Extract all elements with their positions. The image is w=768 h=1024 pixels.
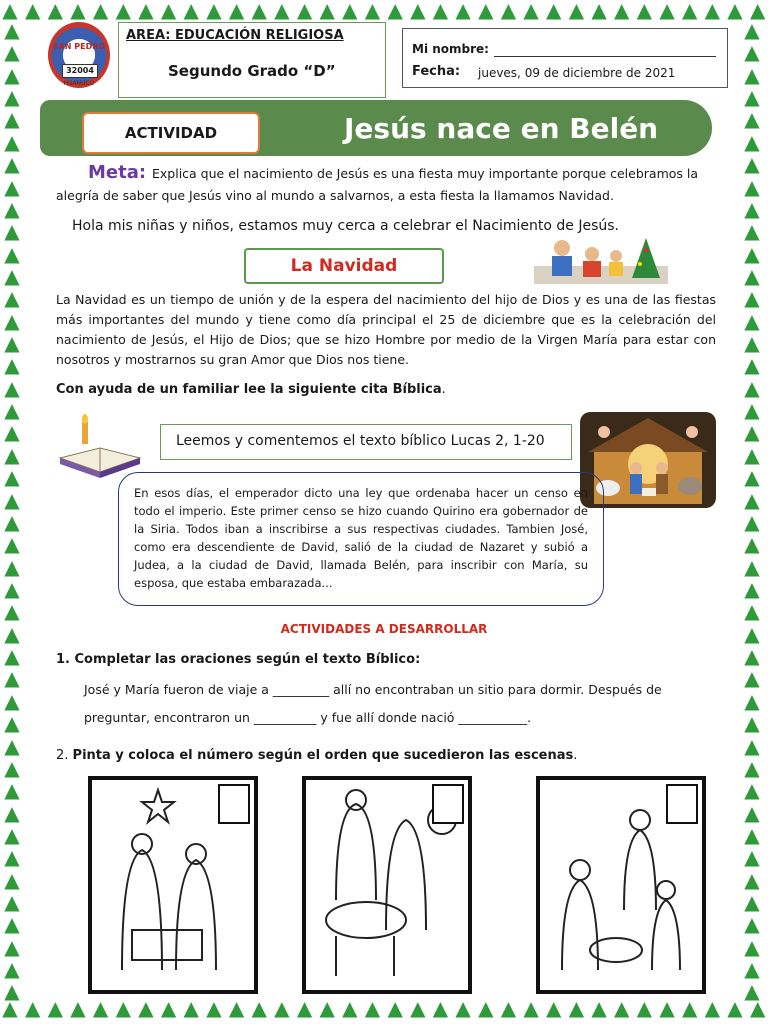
tree-icon: ▲ <box>4 621 20 646</box>
tree-icon: ▲ <box>744 62 760 87</box>
tree-icon: ▲ <box>749 996 766 1020</box>
tree-icon: ▲ <box>387 0 403 22</box>
tree-icon: ▲ <box>2 0 18 22</box>
tree-icon: ▲ <box>744 308 760 333</box>
tree-icon: ▲ <box>4 890 20 915</box>
tree-icon: ▲ <box>681 0 698 22</box>
tree-icon: ▲ <box>4 331 20 356</box>
tree-icon: ▲ <box>636 0 653 22</box>
tree-icon: ▲ <box>659 0 675 22</box>
tree-icon: ▲ <box>228 0 245 22</box>
tree-icon: ▲ <box>478 0 494 22</box>
tree-icon: ▲ <box>410 996 426 1020</box>
tree-icon: ▲ <box>744 532 760 557</box>
tree-icon: ▲ <box>115 0 131 22</box>
tree-icon: ▲ <box>500 0 517 22</box>
page-title: Jesús nace en Belén <box>344 112 659 145</box>
tree-icon: ▲ <box>4 375 20 400</box>
tree-icon: ▲ <box>342 0 358 22</box>
tree-icon: ▲ <box>744 890 760 915</box>
tree-icon: ▲ <box>744 822 760 847</box>
tree-icon: ▲ <box>744 711 760 736</box>
coloring-scene-2[interactable] <box>302 776 472 994</box>
tree-icon: ▲ <box>744 845 760 870</box>
tree-icon: ▲ <box>251 996 267 1020</box>
tree-icon: ▲ <box>4 755 20 780</box>
school-logo <box>48 22 110 88</box>
tree-icon: ▲ <box>92 0 109 22</box>
question-1-line1: José y María fueron de viaje a _________ allí no encontraban un sitio para dormir. Después de <box>84 682 662 697</box>
tree-icon: ▲ <box>744 398 760 423</box>
tree-icon: ▲ <box>546 0 562 22</box>
tree-icon: ▲ <box>4 263 20 288</box>
tree-icon: ▲ <box>4 509 20 534</box>
tree-icon: ▲ <box>455 996 471 1020</box>
tree-icon: ▲ <box>744 755 760 780</box>
tree-icon: ▲ <box>591 0 607 22</box>
tree-icon: ▲ <box>523 0 539 22</box>
question-2 <box>56 748 577 763</box>
tree-icon: ▲ <box>410 0 426 22</box>
tree-icon: ▲ <box>744 599 760 624</box>
tree-icon: ▲ <box>342 996 358 1020</box>
family-illustration <box>534 236 668 286</box>
tree-icon: ▲ <box>251 0 267 22</box>
tree-icon: ▲ <box>744 487 760 512</box>
tree-icon: ▲ <box>744 241 760 266</box>
tree-icon: ▲ <box>70 996 86 1020</box>
tree-icon: ▲ <box>749 0 766 22</box>
tree-icon: ▲ <box>744 174 760 199</box>
tree-icon: ▲ <box>4 867 20 892</box>
tree-icon: ▲ <box>4 152 20 177</box>
area-title: AREA: EDUCACIÓN RELIGIOSA <box>126 28 344 43</box>
tree-icon: ▲ <box>4 107 20 132</box>
tree-icon: ▲ <box>4 554 20 579</box>
tree-icon: ▲ <box>704 0 721 22</box>
tree-icon: ▲ <box>478 996 494 1020</box>
tree-icon: ▲ <box>160 0 177 22</box>
tree-icon: ▲ <box>4 666 20 691</box>
tree-icon: ▲ <box>744 420 760 445</box>
school-logo-number: 32004 <box>62 64 98 78</box>
tree-icon: ▲ <box>744 465 760 490</box>
tree-icon: ▲ <box>4 353 20 378</box>
tree-icon: ▲ <box>24 996 41 1020</box>
tree-icon: ▲ <box>744 666 760 691</box>
tree-icon: ▲ <box>4 40 20 65</box>
tree-icon: ▲ <box>744 353 760 378</box>
tree-icon: ▲ <box>614 996 630 1020</box>
question-2-number: 2. <box>56 748 69 763</box>
name-input-line[interactable] <box>494 56 716 57</box>
question-2-text: Pinta y coloca el número según el orden que sucedieron las escenas <box>72 748 574 763</box>
tree-icon: ▲ <box>744 263 760 288</box>
tree-icon: ▲ <box>432 996 449 1020</box>
date-label: Fecha: <box>412 64 461 79</box>
tree-icon: ▲ <box>4 174 20 199</box>
tree-icon: ▲ <box>659 996 675 1020</box>
tree-icon: ▲ <box>4 241 20 266</box>
tree-icon: ▲ <box>4 822 20 847</box>
tree-icon: ▲ <box>4 442 20 467</box>
tree-icon: ▲ <box>744 286 760 311</box>
tree-icon: ▲ <box>4 912 20 937</box>
tree-icon: ▲ <box>744 867 760 892</box>
navidad-heading: La Navidad <box>244 248 444 284</box>
activities-title: ACTIVIDADES A DESARROLLAR <box>280 622 488 636</box>
tree-icon: ▲ <box>4 733 20 758</box>
tree-icon: ▲ <box>206 0 222 22</box>
scene-number-box-2[interactable] <box>432 784 464 824</box>
tree-icon: ▲ <box>183 0 199 22</box>
question-2-period: . <box>573 748 578 763</box>
tree-icon: ▲ <box>681 996 698 1020</box>
tree-icon: ▲ <box>274 996 290 1020</box>
tree-icon: ▲ <box>4 18 20 42</box>
tree-icon: ▲ <box>274 0 290 22</box>
name-label: Mi nombre: <box>412 42 489 56</box>
tree-icon: ▲ <box>727 996 743 1020</box>
tree-icon: ▲ <box>4 644 20 669</box>
tree-icon: ▲ <box>744 40 760 65</box>
tree-icon: ▲ <box>24 0 41 22</box>
tree-icon: ▲ <box>744 733 760 758</box>
tree-icon: ▲ <box>636 996 653 1020</box>
tree-icon: ▲ <box>4 934 20 959</box>
tree-icon: ▲ <box>47 0 63 22</box>
tree-icon: ▲ <box>228 996 245 1020</box>
tree-icon: ▲ <box>568 0 585 22</box>
tree-icon: ▲ <box>296 996 313 1020</box>
tree-border-right <box>742 20 768 1004</box>
tree-icon: ▲ <box>744 331 760 356</box>
tree-icon: ▲ <box>727 0 743 22</box>
tree-icon: ▲ <box>92 996 109 1020</box>
reading-title: Leemos y comentemos el texto bíblico Lucas 2, 1-20 <box>176 433 545 449</box>
tree-icon: ▲ <box>364 0 381 22</box>
tree-icon: ▲ <box>4 532 20 557</box>
tree-icon: ▲ <box>296 0 313 22</box>
tree-icon: ▲ <box>4 778 20 803</box>
tree-icon: ▲ <box>4 845 20 870</box>
tree-icon: ▲ <box>744 644 760 669</box>
scene-number-box-1[interactable] <box>218 784 250 824</box>
coloring-scene-3[interactable] <box>536 776 706 994</box>
tree-icon: ▲ <box>744 800 760 825</box>
tree-icon: ▲ <box>4 420 20 445</box>
tree-icon: ▲ <box>744 979 760 1004</box>
tree-icon: ▲ <box>4 196 20 221</box>
tree-icon: ▲ <box>744 219 760 244</box>
tree-icon: ▲ <box>744 778 760 803</box>
tree-icon: ▲ <box>744 196 760 221</box>
tree-icon: ▲ <box>744 152 760 177</box>
activity-label: ACTIVIDAD <box>82 112 260 154</box>
tree-icon: ▲ <box>744 912 760 937</box>
date-value: jueves, 09 de diciembre de 2021 <box>478 66 676 80</box>
tree-icon: ▲ <box>744 554 760 579</box>
tree-icon: ▲ <box>500 996 517 1020</box>
tree-icon: ▲ <box>704 996 721 1020</box>
tree-icon: ▲ <box>523 996 539 1020</box>
school-logo-bottom: HUANUCO <box>63 80 95 87</box>
question-1-title: 1. Completar las oraciones según el texto Bíblico: <box>56 652 421 667</box>
tree-icon: ▲ <box>744 621 760 646</box>
tree-icon: ▲ <box>4 398 20 423</box>
tree-icon: ▲ <box>4 465 20 490</box>
question-1-line2: preguntar, encontraron un __________ y fue allí donde nació ___________. <box>84 710 532 725</box>
tree-icon: ▲ <box>4 487 20 512</box>
tree-icon: ▲ <box>744 85 760 110</box>
tree-icon: ▲ <box>744 129 760 154</box>
tree-icon: ▲ <box>4 599 20 624</box>
navidad-paragraph: La Navidad es un tiempo de unión y de la espera del nacimiento del hijo de Dios y es una de las fiestas más importantes del mundo y tiene como día principal el 25 de diciembre que es la celebración del nacimiento de Jesús, el Hijo de Dios; que se hizo Hombre por medio de la Virgen María para estar con nosotros y mostrarnos su gran Amor que Dios nos tiene. <box>56 292 716 367</box>
tree-icon: ▲ <box>4 85 20 110</box>
tree-icon: ▲ <box>432 0 449 22</box>
tree-icon: ▲ <box>744 18 760 42</box>
tree-icon: ▲ <box>319 0 335 22</box>
help-instruction: Con ayuda de un familiar lee la siguiente cita Bíblica. <box>56 382 446 397</box>
tree-icon: ▲ <box>744 442 760 467</box>
tree-icon: ▲ <box>138 0 154 22</box>
tree-icon: ▲ <box>2 996 18 1020</box>
school-logo-top: SAN PEDRO <box>52 42 106 51</box>
tree-icon: ▲ <box>4 308 20 333</box>
tree-icon: ▲ <box>744 934 760 959</box>
tree-icon: ▲ <box>4 62 20 87</box>
tree-icon: ▲ <box>455 0 471 22</box>
tree-icon: ▲ <box>70 0 86 22</box>
meta-label: Meta: <box>88 162 147 183</box>
tree-icon: ▲ <box>138 996 154 1020</box>
greeting-text: Hola mis niñas y niños, estamos muy cerca a celebrar el Nacimiento de Jesús. <box>72 218 620 234</box>
tree-icon: ▲ <box>4 576 20 601</box>
tree-icon: ▲ <box>4 688 20 713</box>
meta-text-line2: alegría de saber que Jesús vino al mundo a salvarnos, a esta fiesta la llamamos Navidad. <box>56 188 614 203</box>
scene-number-box-3[interactable] <box>666 784 698 824</box>
tree-icon: ▲ <box>744 576 760 601</box>
tree-icon: ▲ <box>319 996 335 1020</box>
tree-icon: ▲ <box>744 688 760 713</box>
meta-text-line1: Explica que el nacimiento de Jesús es una fiesta muy importante porque celebramos la <box>152 166 699 181</box>
tree-border-left <box>2 20 28 1004</box>
tree-icon: ▲ <box>546 996 562 1020</box>
tree-icon: ▲ <box>160 996 177 1020</box>
tree-icon: ▲ <box>744 107 760 132</box>
tree-icon: ▲ <box>4 286 20 311</box>
reading-text: En esos días, el emperador dicto una ley que ordenaba hacer un censo en todo el imperio. Este primer censo se hizo cuando Quirino era gobernador de la Siria. Todos iban a inscribirse a sus respectivas ciudades. Tambien José, como era descendiente de David, salió de la ciudad de Nazaret y subió a Judea, a la ciudad de David, llamada Belén, para inscribir con María, su esposa, que estaba embarazada... <box>134 486 588 590</box>
tree-icon: ▲ <box>744 957 760 982</box>
tree-icon: ▲ <box>4 129 20 154</box>
grade-label: Segundo Grado “D” <box>168 62 336 80</box>
tree-border-bottom <box>0 998 768 1024</box>
tree-icon: ▲ <box>387 996 403 1020</box>
tree-icon: ▲ <box>744 509 760 534</box>
tree-icon: ▲ <box>4 800 20 825</box>
tree-icon: ▲ <box>591 996 607 1020</box>
tree-icon: ▲ <box>47 996 63 1020</box>
help-instruction-text: Con ayuda de un familiar lee la siguiente cita Bíblica <box>56 382 442 397</box>
tree-icon: ▲ <box>4 711 20 736</box>
tree-icon: ▲ <box>4 979 20 1004</box>
tree-icon: ▲ <box>183 996 199 1020</box>
tree-icon: ▲ <box>4 219 20 244</box>
tree-icon: ▲ <box>364 996 381 1020</box>
tree-icon: ▲ <box>614 0 630 22</box>
tree-icon: ▲ <box>744 375 760 400</box>
tree-icon: ▲ <box>568 996 585 1020</box>
tree-icon: ▲ <box>115 996 131 1020</box>
coloring-scene-1[interactable] <box>88 776 258 994</box>
tree-icon: ▲ <box>206 996 222 1020</box>
tree-icon: ▲ <box>4 957 20 982</box>
